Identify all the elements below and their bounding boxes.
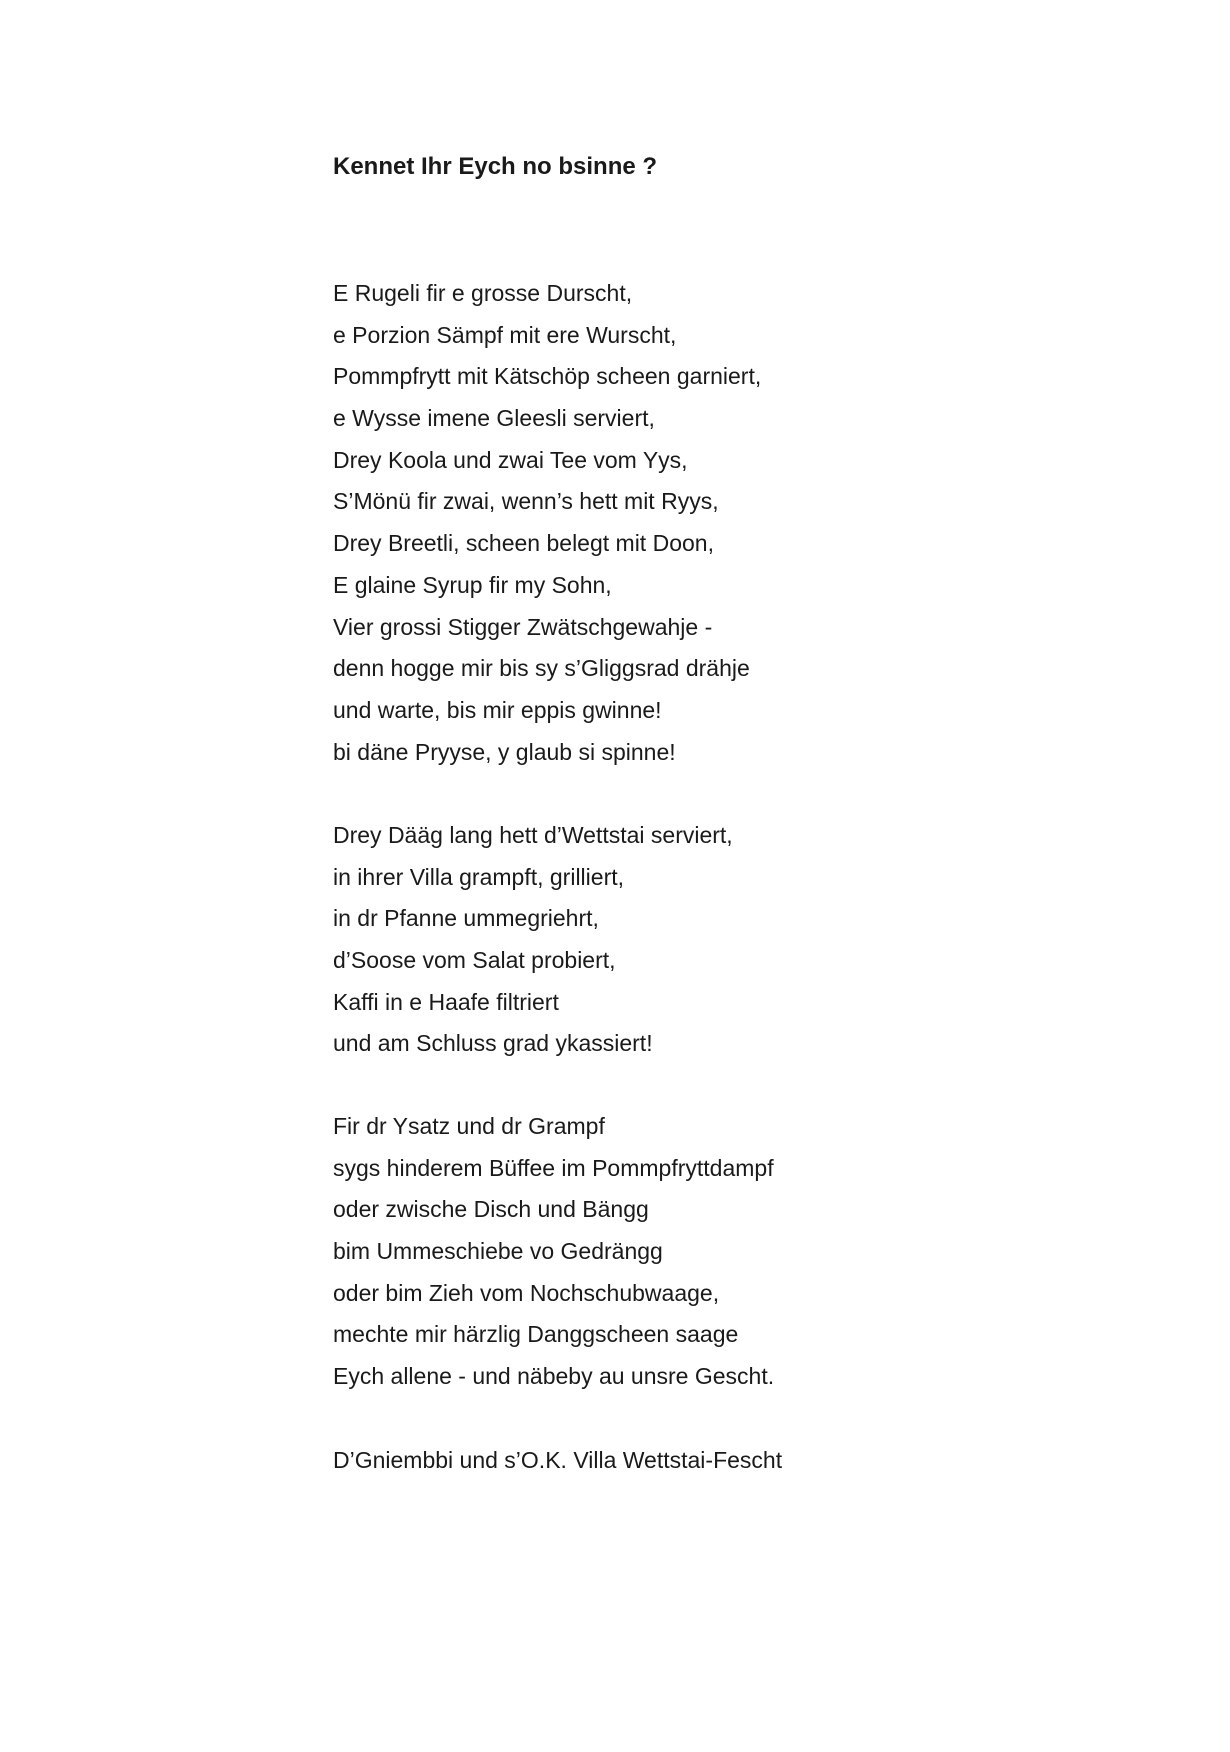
poem-line: E Rugeli fir e grosse Durscht, xyxy=(333,280,633,306)
poem-line: e Porzion Sämpf mit ere Wurscht, xyxy=(333,321,677,348)
poem-stanza-1 xyxy=(333,273,761,773)
poem-line: d’Soose vom Salat probiert, xyxy=(333,947,616,974)
poem-line: E glaine Syrup fir my Sohn, xyxy=(333,571,612,598)
poem-line: Vier grossi Stigger Zwätschgewahje - xyxy=(333,613,713,640)
poem-line: S’Mönü fir zwai, wenn’s hett mit Ryys, xyxy=(333,488,719,515)
poem-line: bi däne Pryyse, y glaub si spinne! xyxy=(333,738,676,765)
poem-line: Fir dr Ysatz und dr Grampf xyxy=(333,1113,605,1139)
poem-line: sygs hinderem Büffee im Pommpfryttdampf xyxy=(333,1154,774,1181)
poem-stanza-3 xyxy=(333,1106,774,1398)
poem-line: denn hogge mir bis sy s’Gliggsrad drähje xyxy=(333,655,750,682)
poem-line: Eych allene - und näbeby au unsre Gescht. xyxy=(333,1363,775,1390)
poem-line: e Wysse imene Gleesli serviert, xyxy=(333,405,655,432)
poem-line: in ihrer Villa grampft, grilliert, xyxy=(333,863,625,890)
poem-line: und am Schluss grad ykassiert! xyxy=(333,1030,653,1057)
poem-line: in dr Pfanne ummegriehrt, xyxy=(333,905,599,932)
poem-line: oder zwische Disch und Bängg xyxy=(333,1196,649,1223)
poem-line: mechte mir härzlig Danggscheen saage xyxy=(333,1321,739,1348)
poem-signature: D’Gniembbi und s’O.K. Villa Wettstai-Fescht xyxy=(333,1447,783,1473)
poem-line: Pommpfrytt mit Kätschöp scheen garniert, xyxy=(333,363,762,390)
poem-line: Drey Koola und zwai Tee vom Yys, xyxy=(333,446,688,473)
poem-line: Drey Dääg lang hett d’Wettstai serviert, xyxy=(333,822,733,848)
poem-line: und warte, bis mir eppis gwinne! xyxy=(333,696,662,723)
poem-line: Kaffi in e Haafe filtriert xyxy=(333,988,559,1015)
poem-title: Kennet Ihr Eych no bsinne ? xyxy=(333,153,658,180)
poem-line: Drey Breetli, scheen belegt mit Doon, xyxy=(333,530,714,557)
poem-line: oder bim Zieh vom Nochschubwaage, xyxy=(333,1279,720,1306)
poem-stanza-2 xyxy=(333,815,733,1065)
poem-line: bim Ummeschiebe vo Gedrängg xyxy=(333,1238,663,1265)
